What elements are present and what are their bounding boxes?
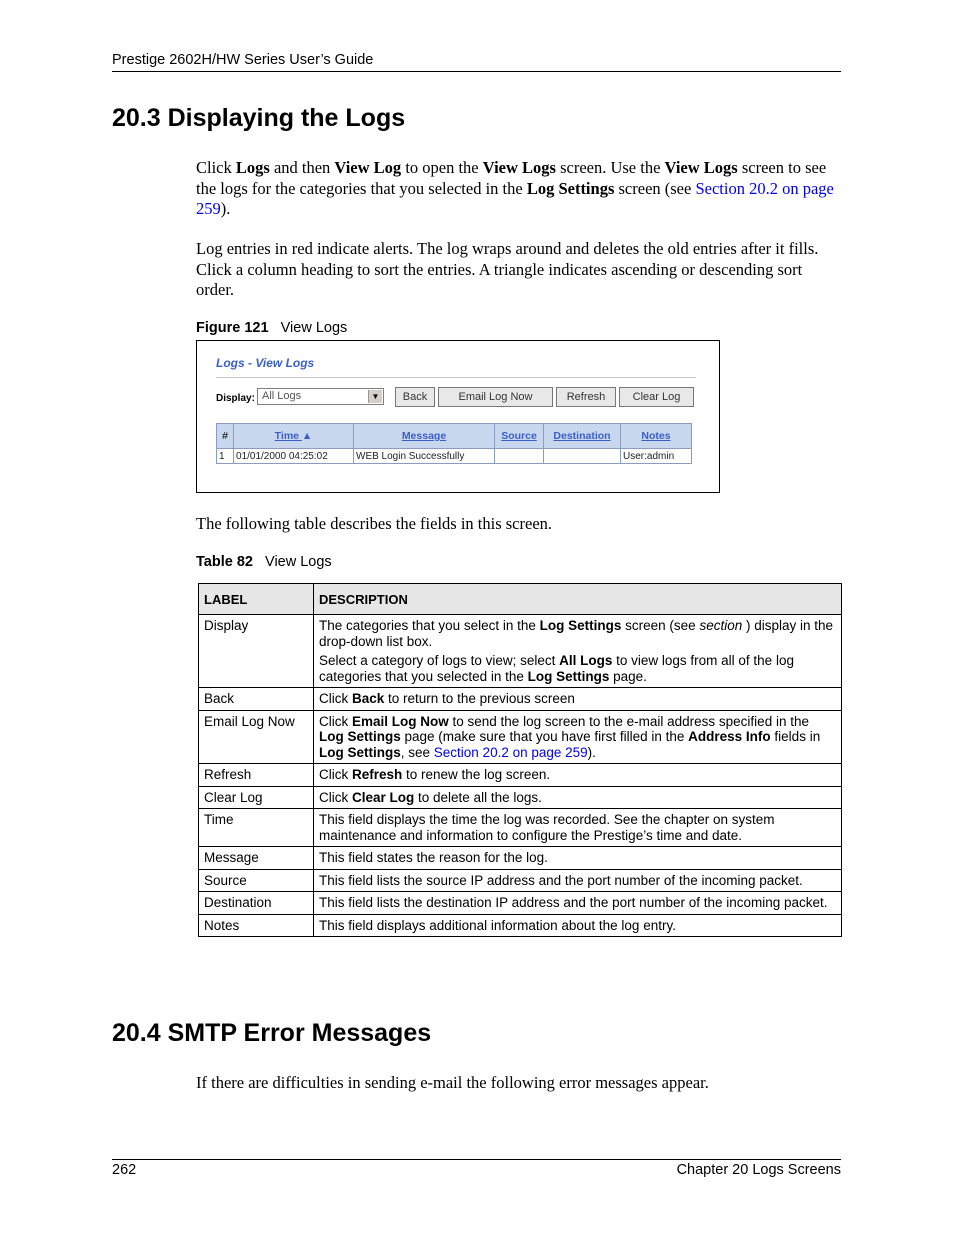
row-description: This field lists the source IP address and the port number of the incoming packet. <box>314 869 842 892</box>
cell-time: 01/01/2000 04:25:02 <box>234 449 354 464</box>
chapter-title: Chapter 20 Logs Screens <box>676 1162 841 1178</box>
back-button[interactable]: Back <box>395 387 435 407</box>
table-row <box>199 869 842 892</box>
section-heading-20-4: 20.4 SMTP Error Messages <box>112 1019 432 1047</box>
footer-rule <box>112 1159 841 1160</box>
section-link[interactable]: Section 20.2 on page 259 <box>433 744 588 760</box>
row-label: Source <box>199 869 314 892</box>
logs-table-header <box>217 424 692 449</box>
row-description: This field states the reason for the log. <box>314 847 842 870</box>
clear-log-button[interactable]: Clear Log <box>619 387 694 407</box>
paragraph-alerts: Log entries in red indicate alerts. The log wraps around and deletes the old entries after it fills. Click a column heading to sort the entries. A triangle indicates ascending or descending sort order. <box>196 239 819 299</box>
table-row <box>199 764 842 787</box>
table-row <box>199 809 842 847</box>
column-number: # <box>217 424 234 449</box>
row-label: Refresh <box>199 764 314 787</box>
paragraph-intro: Click Logs and then View Log to open the View Logs screen. Use the View Logs screen to see the logs for the categories that you selected in the Log Settings screen (see Section 20.2 on page 259). <box>196 158 834 218</box>
row-label: Time <box>199 809 314 847</box>
chevron-down-icon[interactable]: ▼ <box>368 390 382 403</box>
header-rule <box>112 71 841 72</box>
column-source[interactable]: Source <box>495 424 544 449</box>
table-caption: Table 82 View Logs <box>196 554 332 570</box>
row-description: Click Clear Log to delete all the logs. <box>314 786 842 809</box>
cell-number: 1 <box>217 449 234 464</box>
display-dropdown[interactable] <box>257 388 384 405</box>
screen-title: Logs - View Logs <box>216 356 315 370</box>
section-heading-20-3: 20.3 Displaying the Logs <box>112 104 406 132</box>
table-row <box>199 892 842 915</box>
header-label: LABEL <box>199 584 314 615</box>
row-description: This field displays the time the log was recorded. See the chapter on system maintenance and information to configure the Prestige’s time and date. <box>314 809 842 847</box>
row-description: Click Back to return to the previous screen <box>314 688 842 711</box>
table-row <box>199 688 842 711</box>
row-description: Click Refresh to renew the log screen. <box>314 764 842 787</box>
cell-source <box>495 449 544 464</box>
display-dropdown-value: All Logs <box>262 390 302 402</box>
table-row <box>199 914 842 937</box>
table-row <box>199 615 842 688</box>
fields-table <box>198 583 842 937</box>
sort-ascending-icon: ▲ <box>301 430 313 442</box>
paragraph-smtp: If there are difficulties in sending e-mail the following error messages appear. <box>196 1073 709 1092</box>
row-description: This field lists the destination IP address and the port number of the incoming packet. <box>314 892 842 915</box>
cell-message: WEB Login Successfully <box>354 449 495 464</box>
section-link[interactable]: Section 20.2 on page 259 <box>196 178 834 218</box>
column-time[interactable]: Time ▲ <box>234 424 354 449</box>
display-label: Display: <box>216 393 255 404</box>
row-label: Destination <box>199 892 314 915</box>
screen-title-rule <box>216 377 696 378</box>
header-description: DESCRIPTION <box>314 584 842 615</box>
row-label: Notes <box>199 914 314 937</box>
column-notes[interactable]: Notes <box>621 424 692 449</box>
table-row <box>217 449 692 464</box>
refresh-button[interactable]: Refresh <box>556 387 616 407</box>
email-log-now-button[interactable]: Email Log Now <box>438 387 553 407</box>
table-row <box>199 847 842 870</box>
cell-notes: User:admin <box>621 449 692 464</box>
row-label: Message <box>199 847 314 870</box>
logs-table <box>216 423 692 464</box>
page-number: 262 <box>112 1162 137 1178</box>
column-message[interactable]: Message <box>354 424 495 449</box>
fields-table-header <box>199 584 842 615</box>
row-label: Back <box>199 688 314 711</box>
row-label: Email Log Now <box>199 710 314 764</box>
row-description: The categories that you select in the Log Settings screen (see section ) display in the drop-down list box. Select a category of logs to view; select All Logs to view logs from all of the log categories that you selected in the Log Settings page. <box>314 615 842 688</box>
view-logs-figure <box>196 340 720 493</box>
column-destination[interactable]: Destination <box>544 424 621 449</box>
table-row <box>199 710 842 764</box>
row-label: Display <box>199 615 314 688</box>
row-description: This field displays additional information about the log entry. <box>314 914 842 937</box>
cell-destination <box>544 449 621 464</box>
running-header: Prestige 2602H/HW Series User’s Guide <box>112 52 374 68</box>
row-description: Click Email Log Now to send the log screen to the e-mail address specified in the Log Settings page (make sure that you have first filled in the Address Info fields in Log Settings, see Section 20.2 on page 259). <box>314 710 842 764</box>
table-intro: The following table describes the fields in this screen. <box>196 514 553 533</box>
figure-caption: Figure 121 View Logs <box>196 320 348 336</box>
row-label: Clear Log <box>199 786 314 809</box>
table-row <box>199 786 842 809</box>
